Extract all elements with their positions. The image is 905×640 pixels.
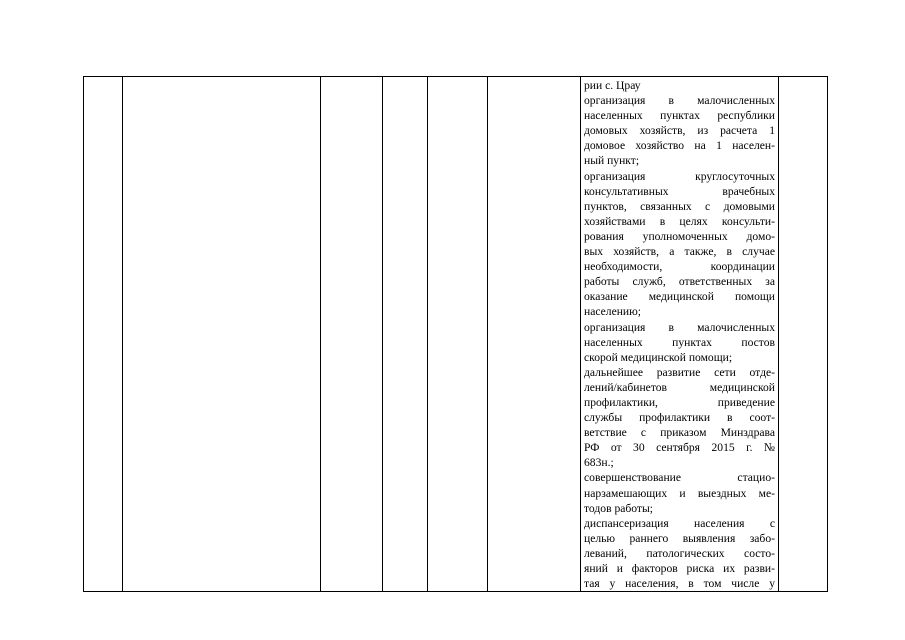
text-line: диспансеризация населения с xyxy=(584,516,775,530)
text-line: организация в малочисленных xyxy=(584,94,775,108)
table-cell-col1 xyxy=(84,77,123,592)
text-line: яний и факторов риска их разви- xyxy=(584,562,775,575)
text-line: 683н.; xyxy=(584,456,614,470)
text-line: работы служб, ответственных за xyxy=(584,275,775,289)
text-line: дальнейшее развитие сети отде- xyxy=(584,365,775,379)
table-cell-col2 xyxy=(123,77,321,592)
text-line: населенных пунктах республики xyxy=(584,109,775,123)
text-line: вых хозяйств, а также, в случае xyxy=(584,245,775,259)
text-line: домовое хозяйство на 1 населен- xyxy=(584,139,775,153)
text-line: лений/кабинетов медицинской xyxy=(584,380,775,394)
table-cell-col4 xyxy=(383,77,428,592)
text-line: организация в малочисленных xyxy=(584,320,775,334)
text-line: рования уполномоченных домо- xyxy=(584,229,775,243)
table-cell-col5 xyxy=(428,77,488,592)
text-line: ный пункт; xyxy=(584,154,640,168)
text-line: населенных пунктах постов xyxy=(584,335,775,349)
text-line: скорой медицинской помощи; xyxy=(584,350,733,364)
text-line: организация круглосуточных xyxy=(584,169,775,183)
text-line: службы профилактики в соот- xyxy=(584,411,775,425)
text-line: ветствие с приказом Минздрава xyxy=(584,426,775,440)
table-cell-col8 xyxy=(779,77,828,592)
text-line: профилактики, приведение xyxy=(584,395,775,409)
text-line: пунктов, связанных с домовыми xyxy=(584,199,775,213)
text-line: нарзамешающих и выездных ме- xyxy=(584,486,775,500)
table-cell-col3 xyxy=(321,77,383,592)
text-line: тая у населения, в том числе у xyxy=(584,577,775,591)
text-line: леваний, патологических состо- xyxy=(584,546,775,560)
text-line: консультативных врачебных xyxy=(584,184,775,198)
text-line: рии с. Црау xyxy=(584,79,641,92)
text-line: необходимости, координации xyxy=(584,260,775,274)
table-cell-measures-text xyxy=(581,77,779,592)
document-table xyxy=(83,76,828,592)
text-line: населению; xyxy=(584,305,642,319)
text-line: домовых хозяйств, из расчета 1 xyxy=(584,124,775,138)
text-line: РФ от 30 сентября 2015 г. № xyxy=(584,441,775,455)
text-line: оказание медицинской помощи xyxy=(584,290,775,304)
table-row xyxy=(84,77,828,592)
text-line: хозяйствами в целях консульти- xyxy=(584,214,775,228)
text-line: совершенствование стацио- xyxy=(584,471,775,485)
text-line: тодов работы; xyxy=(584,501,654,515)
text-line: целью раннего выявления забо- xyxy=(584,531,775,545)
table-cell-col6 xyxy=(488,77,581,592)
